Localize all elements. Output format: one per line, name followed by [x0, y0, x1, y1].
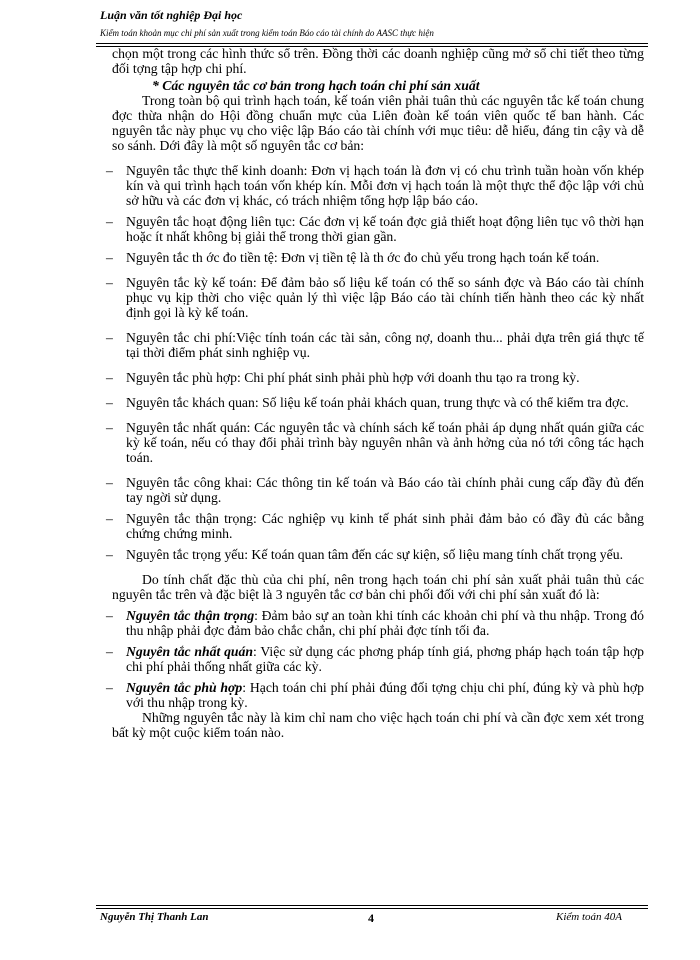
header-subtitle: Kiểm toán khoản mục chi phí sản xuất trong kiểm toán Báo cáo tài chính do AASC thực hiện — [100, 28, 434, 38]
bullet-dash-icon: – — [106, 395, 113, 410]
footer-rule — [96, 905, 648, 906]
key-principle-title: Nguyên tắc thận trọng — [126, 608, 255, 623]
bullet-dash-icon: – — [106, 644, 113, 659]
bullet-dash-icon: – — [106, 475, 113, 490]
bullet-dash-icon: – — [106, 330, 113, 345]
bullet-item: – Nguyên tắc trọng yếu: Kế toán quan tâm đến các sự kiện, số liệu mang tính chất trọng yếu. — [106, 547, 623, 562]
bullet-dash-icon: – — [106, 275, 113, 290]
bullet-item: – Nguyên tắc chi phí:Việc tính toán các tài sản, công nợ, doanh thu... phải dựa trên giá thực tế tại thời điểm phát sinh nghiệp vụ. — [106, 330, 644, 360]
key-principle-text: : Việc sử dụng các phơng pháp tính giá, phơng pháp hạch toán tập hợp chi phí phải thống nhất giữa các kỳ. — [126, 644, 644, 674]
footer-author: Nguyễn Thị Thanh Lan — [100, 911, 209, 923]
bullet-item: – Nguyên tắc hoạt động liên tục: Các đơn vị kế toán đợc giả thiết hoạt động liên tục vô thời hạn hoặc ít nhất không bị giải thể trong thời gian gần. — [106, 214, 644, 244]
paragraph-1: Trong toàn bộ qui trình hạch toán, kế toán viên phải tuân thủ các nguyên tắc kế toán chung đợc thừa nhận do Hội đồng chuẩn mực của Liên đoàn kế toán viên quốc tế ban hành. Các nguyên tắc này phục vụ cho việc lập Báo cáo tài chính với mục tiêu: dễ hiểu, đáng tin cậy và dễ so sánh. Dới đây là một số nguyên tắc cơ bản: — [112, 93, 644, 153]
bullet-item: – Nguyên tắc nhất quán: Các nguyên tắc và chính sách kế toán phải áp dụng nhất quán giữa các kỳ kế toán, nếu có thay đổi phải trình bày nguyên nhân và ảnh hởng của nó tới công tác hạch toán. — [106, 420, 644, 465]
footer-rule-double — [96, 908, 648, 909]
bullet-dash-icon: – — [106, 420, 113, 435]
bullet-dash-icon: – — [106, 370, 113, 385]
footer-class: Kiểm toán 40A — [556, 911, 622, 923]
header-title: Luận văn tốt nghiệp Đại học — [100, 8, 243, 22]
bullet-item: – Nguyên tắc thực thể kinh doanh: Đơn vị hạch toán là đơn vị có chu trình tuần hoàn vốn khép kín và qui trình hạch toán vốn khép kín. Mỗi đơn vị hạch toán là một thực thể độc lập với chủ sở hữu và các đơn vị khác, có trách nhiệm tổng hợp lập báo cáo. — [106, 163, 644, 208]
bullet-item: – Nguyên tắc phù hợp: Chi phí phát sinh phải phù hợp với doanh thu tạo ra trong kỳ. — [106, 370, 580, 385]
key-principle-item — [106, 644, 644, 674]
header-rule — [96, 43, 648, 44]
key-principle-title: Nguyên tắc nhất quán — [126, 644, 253, 659]
intro-paragraph: chọn một trong các hình thức sổ trên. Đồng thời các doanh nghiệp cũng mở sổ chi tiết theo từng đối tợng tập hợp chi phí. — [112, 46, 644, 76]
bullet-dash-icon: – — [106, 214, 113, 229]
section-heading: * Các nguyên tắc cơ bản trong hạch toán chi phí sản xuất — [152, 78, 480, 93]
bullet-dash-icon: – — [106, 511, 113, 526]
bullet-dash-icon: – — [106, 680, 113, 695]
bullet-item: – Nguyên tắc khách quan: Số liệu kế toán phải khách quan, trung thực và có thể kiểm tra đợc. — [106, 395, 629, 410]
bullet-dash-icon: – — [106, 547, 113, 562]
key-principle-title: Nguyên tắc phù hợp — [126, 680, 243, 695]
paragraph-2: Do tính chất đặc thù của chi phí, nên trong hạch toán chi phí sản xuất phải tuân thủ các nguyên tắc trên và đặc biệt là 3 nguyên tắc cơ bản chi phối đối với chi phí sản xuất đó là: — [112, 572, 644, 602]
bullet-item: – Nguyên tắc th ớc đo tiền tệ: Đơn vị tiền tệ là th ớc đo chủ yếu trong hạch toán kế toán. — [106, 250, 600, 265]
key-principle-item — [106, 608, 644, 638]
bullet-item: – Nguyên tắc công khai: Các thông tin kế toán và Báo cáo tài chính phải cung cấp đầy đủ đến tay ngời sử dụng. — [106, 475, 644, 505]
key-principle-item — [106, 680, 644, 710]
key-principle-text: : Hạch toán chi phí phải đúng đối tợng chịu chi phí, đúng kỳ và phù hợp với thu nhập trong kỳ. — [126, 680, 644, 710]
bullet-item: – Nguyên tắc thận trọng: Các nghiệp vụ kinh tế phát sinh phải đảm bảo có đầy đủ các bằng chứng chứng minh. — [106, 511, 644, 541]
bullet-dash-icon: – — [106, 163, 113, 178]
bullet-dash-icon: – — [106, 250, 113, 265]
document-body — [106, 46, 644, 740]
page-number: 4 — [368, 911, 374, 925]
key-principle-text: : Đảm bảo sự an toàn khi tính các khoản chi phí và thu nhập. Trong đó thu nhập phải đợc đảm bảo chắc chắn, chi phí phải đợc tính tối đa. — [126, 608, 644, 638]
bullet-dash-icon: – — [106, 608, 113, 623]
paragraph-3: Những nguyên tắc này là kim chỉ nam cho việc hạch toán chi phí và cần đợc xem xét trong bất kỳ một cuộc kiểm toán nào. — [112, 710, 644, 740]
bullet-item: – Nguyên tắc kỳ kế toán: Để đảm bảo số liệu kế toán có thể so sánh đợc và Báo cáo tài chính phục vụ kịp thời cho việc quản lý thì việc lập Báo cáo tài chính tiến hành theo các kỳ nhất định gọi là kỳ kế toán. — [106, 275, 644, 320]
